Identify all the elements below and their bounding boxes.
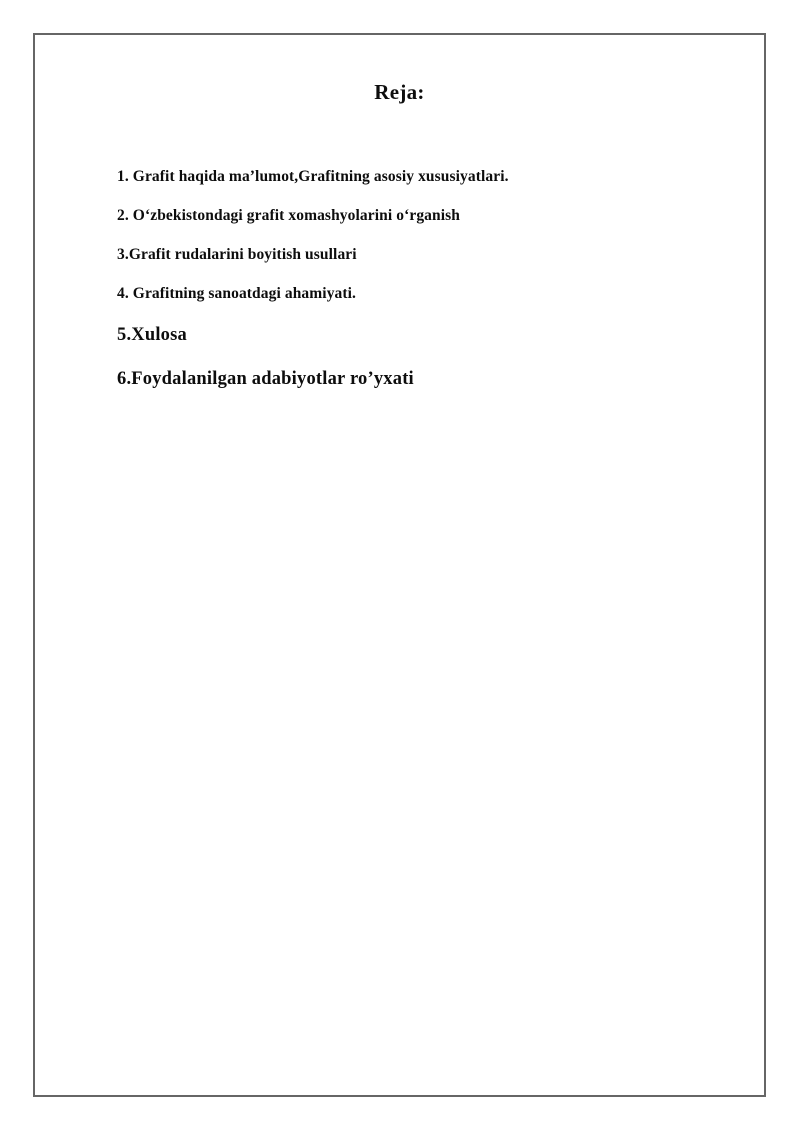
outline-item-6: 6.Foydalanilgan adabiyotlar ro’yxati	[117, 369, 414, 389]
outline-item-4: 4. Grafitning sanoatdagi ahamiyati.	[117, 285, 357, 302]
outline-item-2: 2. O‘zbekistondagi grafit xomashyolarini o‘rganish	[117, 207, 461, 224]
document-page	[33, 33, 766, 1097]
outline-item-3: 3.Grafit rudalarini boyitish usullari	[117, 246, 357, 263]
outline-list	[117, 168, 724, 390]
page-title: Reja:	[374, 80, 425, 104]
outline-item-1: 1. Grafit haqida ma’lumot,Grafitning asosiy xususiyatlari.	[117, 168, 509, 185]
outline-item-5: 5.Xulosa	[117, 325, 187, 345]
